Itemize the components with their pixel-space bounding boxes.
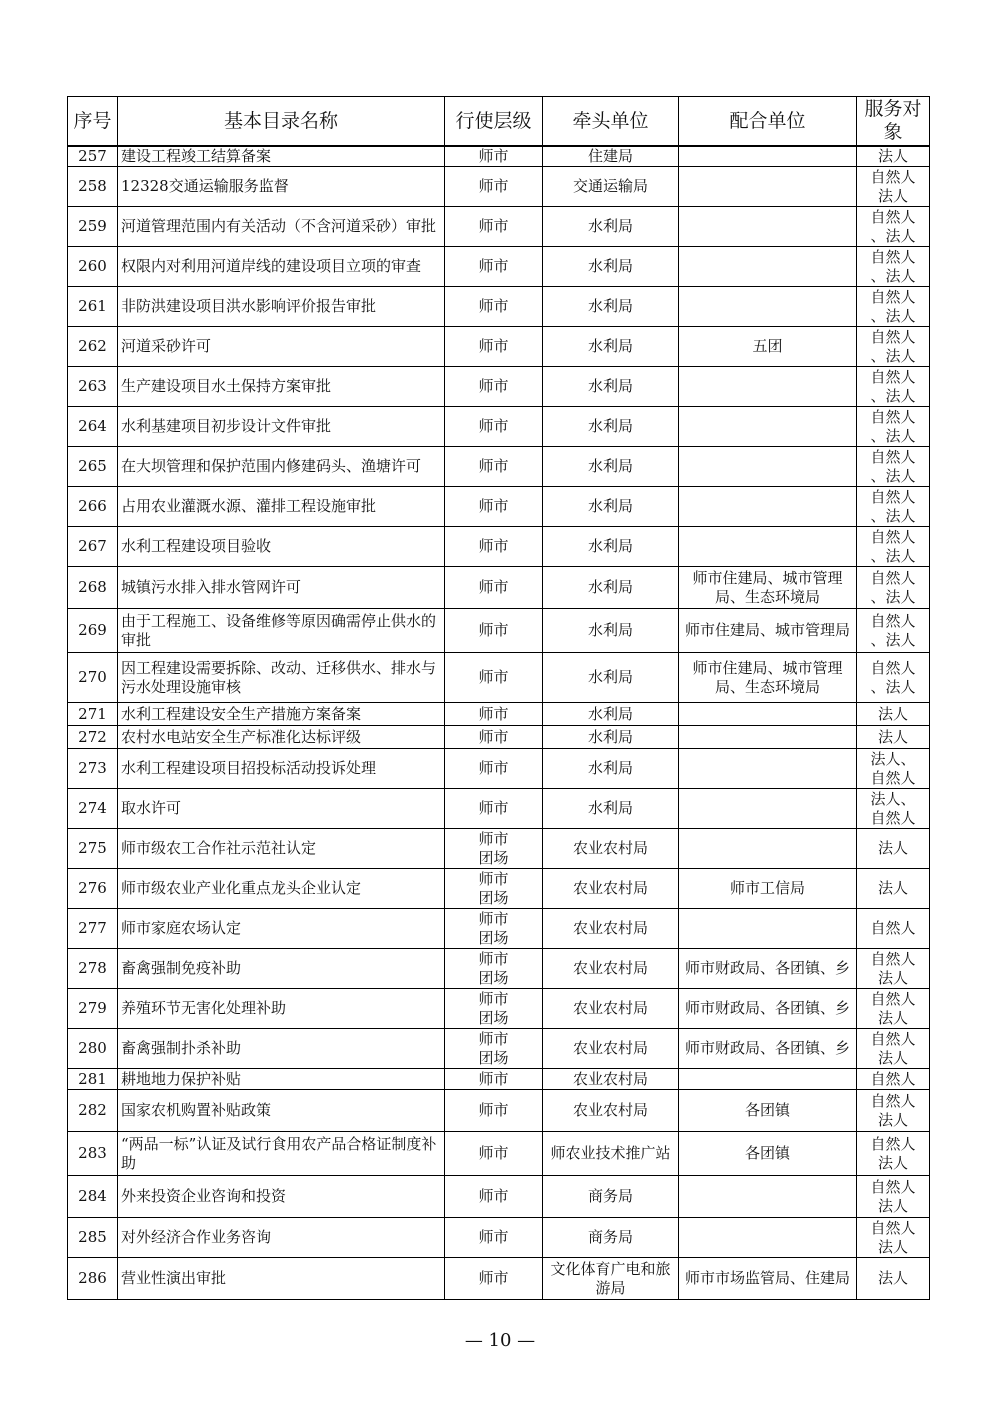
cell-coop: [679, 527, 857, 567]
cell-lead: 农业农村局: [543, 909, 679, 949]
header-level: 行使层级: [445, 97, 543, 147]
cell-coop: [679, 447, 857, 487]
cell-no: 272: [68, 726, 118, 749]
cell-target: 自然人 、法人: [857, 567, 930, 609]
cell-no: 278: [68, 949, 118, 989]
cell-no: 270: [68, 653, 118, 703]
table-row: [68, 1176, 930, 1218]
cell-name: 对外经济合作业务咨询: [118, 1218, 445, 1258]
header-target: 服务对象: [857, 97, 930, 147]
table-row: [68, 327, 930, 367]
cell-target: 自然人 、法人: [857, 247, 930, 287]
table-row: [68, 1258, 930, 1300]
cell-name: 城镇污水排入排水管网许可: [118, 567, 445, 609]
cell-no: 283: [68, 1132, 118, 1176]
cell-lead: 农业农村局: [543, 1069, 679, 1090]
table-row: [68, 949, 930, 989]
cell-coop: [679, 407, 857, 447]
cell-coop: 师市财政局、各团镇、乡: [679, 949, 857, 989]
cell-name: 营业性演出审批: [118, 1258, 445, 1300]
cell-lead: 农业农村局: [543, 1090, 679, 1132]
cell-coop: [679, 207, 857, 247]
cell-level: 师市: [445, 407, 543, 447]
cell-lead: 农业农村局: [543, 989, 679, 1029]
table-row: [68, 749, 930, 789]
cell-lead: 水利局: [543, 726, 679, 749]
cell-lead: 水利局: [543, 287, 679, 327]
table-header: [68, 97, 930, 147]
table-row: [68, 167, 930, 207]
cell-level: 师市: [445, 1069, 543, 1090]
cell-level: 师市: [445, 327, 543, 367]
table-row: [68, 789, 930, 829]
table-row: [68, 726, 930, 749]
cell-level: 师市: [445, 167, 543, 207]
table-row: [68, 989, 930, 1029]
cell-name: 水利工程建设项目验收: [118, 527, 445, 567]
cell-name: 12328交通运输服务监督: [118, 167, 445, 207]
cell-coop: [679, 909, 857, 949]
cell-name: 取水许可: [118, 789, 445, 829]
cell-name: 非防洪建设项目洪水影响评价报告审批: [118, 287, 445, 327]
table-row: [68, 287, 930, 327]
cell-coop: [679, 167, 857, 207]
cell-name: 水利工程建设安全生产措施方案备案: [118, 703, 445, 726]
cell-name: 师市级农工合作社示范社认定: [118, 829, 445, 869]
cell-lead: 住建局: [543, 146, 679, 167]
table-row: [68, 609, 930, 653]
cell-target: 法人: [857, 1258, 930, 1300]
table-row: [68, 447, 930, 487]
cell-name: 外来投资企业咨询和投资: [118, 1176, 445, 1218]
cell-target: 自然人 、法人: [857, 487, 930, 527]
table-row: [68, 567, 930, 609]
cell-coop: [679, 726, 857, 749]
cell-level: 师市: [445, 703, 543, 726]
cell-no: 277: [68, 909, 118, 949]
cell-lead: 水利局: [543, 447, 679, 487]
cell-level: 师市 团场: [445, 869, 543, 909]
cell-coop: [679, 829, 857, 869]
cell-target: 自然人 、法人: [857, 609, 930, 653]
cell-coop: 师市财政局、各团镇、乡: [679, 1029, 857, 1069]
cell-no: 276: [68, 869, 118, 909]
cell-name: 水利工程建设项目招投标活动投诉处理: [118, 749, 445, 789]
cell-no: 286: [68, 1258, 118, 1300]
cell-target: 法人: [857, 869, 930, 909]
cell-name: 师市级农业产业化重点龙头企业认定: [118, 869, 445, 909]
cell-name: 建设工程竣工结算备案: [118, 146, 445, 167]
cell-level: 师市: [445, 1258, 543, 1300]
cell-target: 自然人 、法人: [857, 653, 930, 703]
cell-lead: 农业农村局: [543, 869, 679, 909]
cell-name: 河道管理范围内有关活动（不含河道采砂）审批: [118, 207, 445, 247]
cell-target: 自然人 法人: [857, 1132, 930, 1176]
table-row: [68, 703, 930, 726]
cell-name: 在大坝管理和保护范围内修建码头、渔塘许可: [118, 447, 445, 487]
table-row: [68, 207, 930, 247]
cell-target: 自然人 、法人: [857, 407, 930, 447]
cell-no: 263: [68, 367, 118, 407]
cell-coop: 师市住建局、城市管理局: [679, 609, 857, 653]
cell-name: 耕地地力保护补贴: [118, 1069, 445, 1090]
cell-coop: 师市住建局、城市管理局、生态环境局: [679, 653, 857, 703]
cell-target: 法人: [857, 726, 930, 749]
cell-lead: 水利局: [543, 487, 679, 527]
cell-level: 师市: [445, 527, 543, 567]
cell-level: 师市: [445, 1218, 543, 1258]
cell-target: 自然人 、法人: [857, 527, 930, 567]
cell-level: 师市: [445, 1090, 543, 1132]
cell-target: 法人: [857, 146, 930, 167]
cell-target: 自然人 法人: [857, 1176, 930, 1218]
cell-coop: [679, 247, 857, 287]
cell-level: 师市: [445, 567, 543, 609]
cell-no: 267: [68, 527, 118, 567]
cell-level: 师市: [445, 1176, 543, 1218]
cell-level: 师市 团场: [445, 829, 543, 869]
cell-target: 自然人 法人: [857, 949, 930, 989]
cell-level: 师市: [445, 247, 543, 287]
cell-lead: 水利局: [543, 703, 679, 726]
cell-target: 自然人 法人: [857, 1029, 930, 1069]
cell-no: 284: [68, 1176, 118, 1218]
cell-level: 师市 团场: [445, 989, 543, 1029]
table-row: [68, 909, 930, 949]
cell-name: 畜禽强制免疫补助: [118, 949, 445, 989]
cell-level: 师市: [445, 447, 543, 487]
table-row: [68, 869, 930, 909]
header-no: 序号: [68, 97, 118, 147]
table-row: [68, 247, 930, 287]
cell-no: 260: [68, 247, 118, 287]
cell-coop: 师市工信局: [679, 869, 857, 909]
cell-coop: 各团镇: [679, 1090, 857, 1132]
cell-name: 国家农机购置补贴政策: [118, 1090, 445, 1132]
table-row: [68, 1218, 930, 1258]
cell-level: 师市: [445, 726, 543, 749]
cell-lead: 农业农村局: [543, 829, 679, 869]
cell-no: 275: [68, 829, 118, 869]
cell-coop: [679, 1176, 857, 1218]
cell-lead: 水利局: [543, 407, 679, 447]
cell-coop: [679, 749, 857, 789]
cell-lead: 水利局: [543, 749, 679, 789]
cell-lead: 农业农村局: [543, 1029, 679, 1069]
cell-lead: 水利局: [543, 789, 679, 829]
cell-lead: 水利局: [543, 527, 679, 567]
cell-lead: 水利局: [543, 567, 679, 609]
cell-coop: [679, 789, 857, 829]
cell-lead: 交通运输局: [543, 167, 679, 207]
table-row: [68, 1029, 930, 1069]
cell-coop: [679, 146, 857, 167]
cell-target: 法人: [857, 703, 930, 726]
cell-target: 法人: [857, 829, 930, 869]
cell-level: 师市: [445, 609, 543, 653]
cell-name: 因工程建设需要拆除、改动、迁移供水、排水与污水处理设施审核: [118, 653, 445, 703]
cell-lead: 水利局: [543, 653, 679, 703]
cell-level: 师市: [445, 146, 543, 167]
cell-no: 285: [68, 1218, 118, 1258]
cell-name: 农村水电站安全生产标准化达标评级: [118, 726, 445, 749]
cell-name: “两品一标”认证及试行食用农产品合格证制度补助: [118, 1132, 445, 1176]
cell-no: 257: [68, 146, 118, 167]
cell-target: 自然人 法人: [857, 1090, 930, 1132]
cell-no: 280: [68, 1029, 118, 1069]
cell-no: 262: [68, 327, 118, 367]
cell-level: 师市: [445, 749, 543, 789]
table-row: [68, 829, 930, 869]
cell-target: 自然人: [857, 909, 930, 949]
cell-target: 自然人 法人: [857, 989, 930, 1029]
cell-lead: 水利局: [543, 327, 679, 367]
table-row: [68, 1132, 930, 1176]
table-body: [68, 146, 930, 1300]
cell-coop: [679, 367, 857, 407]
cell-no: 258: [68, 167, 118, 207]
cell-lead: 农业农村局: [543, 949, 679, 989]
cell-coop: [679, 1218, 857, 1258]
cell-coop: [679, 487, 857, 527]
cell-lead: 商务局: [543, 1176, 679, 1218]
cell-name: 生产建设项目水土保持方案审批: [118, 367, 445, 407]
cell-name: 水利基建项目初步设计文件审批: [118, 407, 445, 447]
page-number: — 10 —: [464, 1330, 536, 1351]
cell-coop: 师市住建局、城市管理局、生态环境局: [679, 567, 857, 609]
cell-target: 法人、 自然人: [857, 749, 930, 789]
cell-coop: 师市市场监管局、住建局: [679, 1258, 857, 1300]
cell-level: 师市: [445, 789, 543, 829]
cell-coop: [679, 287, 857, 327]
cell-target: 自然人 法人: [857, 167, 930, 207]
cell-no: 279: [68, 989, 118, 1029]
table-row: [68, 487, 930, 527]
cell-coop: [679, 703, 857, 726]
cell-name: 畜禽强制扑杀补助: [118, 1029, 445, 1069]
cell-lead: 水利局: [543, 609, 679, 653]
cell-no: 273: [68, 749, 118, 789]
header-row: [68, 97, 930, 147]
cell-lead: 文化体育广电和旅游局: [543, 1258, 679, 1300]
cell-target: 法人、 自然人: [857, 789, 930, 829]
cell-no: 269: [68, 609, 118, 653]
cell-no: 282: [68, 1090, 118, 1132]
cell-target: 自然人 、法人: [857, 287, 930, 327]
cell-no: 261: [68, 287, 118, 327]
table-row: [68, 407, 930, 447]
cell-coop: 五团: [679, 327, 857, 367]
header-coop: 配合单位: [679, 97, 857, 147]
cell-level: 师市: [445, 487, 543, 527]
cell-name: 占用农业灌溉水源、灌排工程设施审批: [118, 487, 445, 527]
cell-name: 权限内对利用河道岸线的建设项目立项的审查: [118, 247, 445, 287]
header-name: 基本目录名称: [118, 97, 445, 147]
cell-lead: 水利局: [543, 207, 679, 247]
cell-level: 师市: [445, 287, 543, 327]
cell-level: 师市 团场: [445, 949, 543, 989]
cell-no: 265: [68, 447, 118, 487]
cell-level: 师市 团场: [445, 909, 543, 949]
cell-name: 由于工程施工、设备维修等原因确需停止供水的审批: [118, 609, 445, 653]
cell-lead: 水利局: [543, 367, 679, 407]
cell-level: 师市: [445, 367, 543, 407]
cell-target: 自然人: [857, 1069, 930, 1090]
cell-level: 师市 团场: [445, 1029, 543, 1069]
cell-level: 师市: [445, 653, 543, 703]
cell-level: 师市: [445, 1132, 543, 1176]
header-lead: 牵头单位: [543, 97, 679, 147]
cell-no: 271: [68, 703, 118, 726]
cell-no: 264: [68, 407, 118, 447]
table-row: [68, 653, 930, 703]
table-row: [68, 1090, 930, 1132]
cell-no: 281: [68, 1069, 118, 1090]
cell-name: 养殖环节无害化处理补助: [118, 989, 445, 1029]
cell-target: 自然人 、法人: [857, 367, 930, 407]
cell-lead: 水利局: [543, 247, 679, 287]
cell-target: 自然人 、法人: [857, 207, 930, 247]
table-row: [68, 367, 930, 407]
cell-no: 268: [68, 567, 118, 609]
cell-no: 259: [68, 207, 118, 247]
cell-target: 自然人 、法人: [857, 327, 930, 367]
catalog-table: [67, 96, 930, 1300]
cell-lead: 师农业技术推广站: [543, 1132, 679, 1176]
cell-target: 自然人 法人: [857, 1218, 930, 1258]
cell-coop: 各团镇: [679, 1132, 857, 1176]
cell-no: 266: [68, 487, 118, 527]
cell-target: 自然人 、法人: [857, 447, 930, 487]
cell-no: 274: [68, 789, 118, 829]
cell-coop: 师市财政局、各团镇、乡: [679, 989, 857, 1029]
cell-coop: [679, 1069, 857, 1090]
table-row: [68, 146, 930, 167]
cell-level: 师市: [445, 207, 543, 247]
table-row: [68, 1069, 930, 1090]
cell-name: 河道采砂许可: [118, 327, 445, 367]
cell-name: 师市家庭农场认定: [118, 909, 445, 949]
cell-lead: 商务局: [543, 1218, 679, 1258]
table-row: [68, 527, 930, 567]
